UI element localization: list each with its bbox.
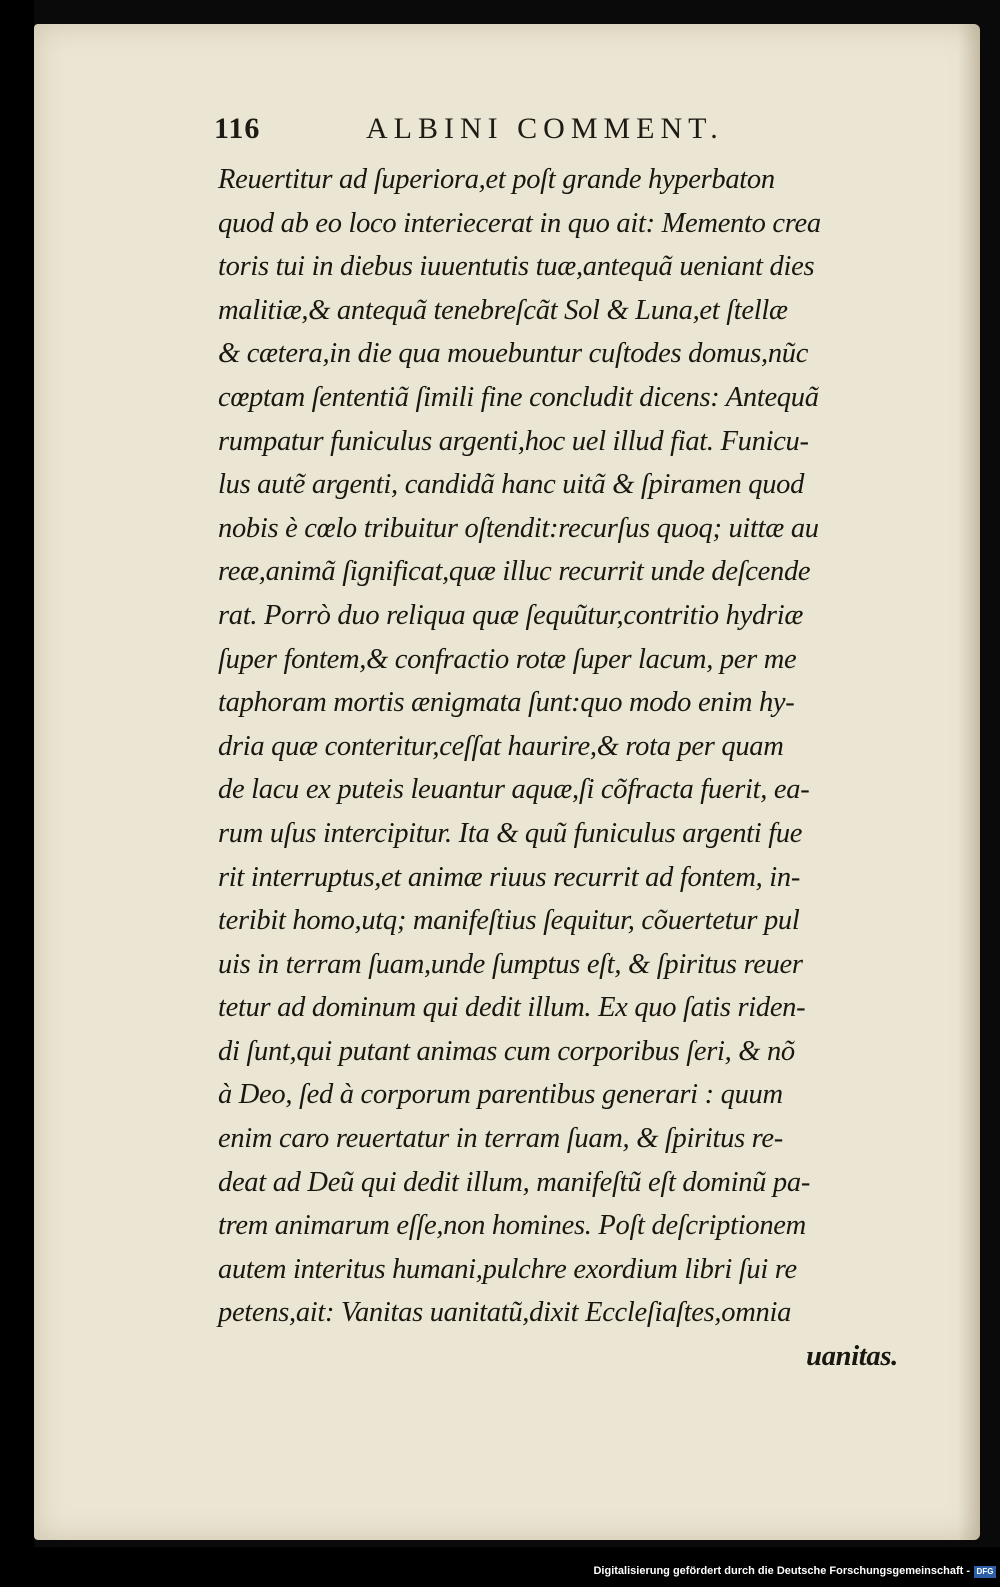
page-number: 116 xyxy=(214,112,261,145)
text-line: lus autẽ argenti, candidã hanc uitã & ſpiramen quod xyxy=(218,469,805,501)
text-line: quod ab eo loco interiecerat in quo ait: Memento crea xyxy=(218,207,821,239)
footer-bar xyxy=(0,1547,1000,1587)
text-line: à Deo, ſed à corporum parentibus generari : quum xyxy=(218,1079,783,1111)
text-line: reæ,animã ſignificat,quæ illuc recurrit unde deſcende xyxy=(218,556,811,588)
body-text xyxy=(218,158,898,1379)
page-edge xyxy=(958,24,980,1540)
funding-note: Digitalisierung gefördert durch die Deutsche Forschungsgemeinschaft - xyxy=(593,1565,970,1577)
text-line: di ſunt,qui putant animas cum corporibus ſeri, & nõ xyxy=(218,1035,795,1067)
text-line: deat ad Deũ qui dedit illum, manifeſtũ eſt dominũ pa- xyxy=(218,1166,811,1198)
text-line: rumpatur funiculus argenti,hoc uel illud fiat. Funicu- xyxy=(218,425,809,457)
text-line: rit interruptus,et animæ riuus recurrit ad fontem, in- xyxy=(218,861,801,893)
text-line: autem interitus humani,pulchre exordium libri ſui re xyxy=(218,1253,797,1285)
text-line: dria quæ conteritur,ceſſat haurire,& rota per quam xyxy=(218,730,784,762)
text-line: Reuertitur ad ſuperiora,et poſt grande hyperbaton xyxy=(218,164,775,195)
text-line: petens,ait: Vanitas uanitatũ,dixit Eccleſiaſtes,omnia xyxy=(218,1297,792,1329)
text-line: & cætera,in die qua mouebuntur cuſtodes domus,nũc xyxy=(218,338,809,370)
text-line: rat. Porrò duo reliqua quæ ſequũtur,contritio hydriæ xyxy=(218,599,804,631)
dfg-logo: DFG xyxy=(974,1566,996,1578)
text-line: trem animarum eſſe,non homines. Poſt deſcriptionem xyxy=(218,1210,806,1242)
page-header xyxy=(214,112,940,152)
running-title: ALBINI COMMENT. xyxy=(366,112,724,145)
text-line: toris tui in diebus iuuentutis tuæ,antequã ueniant dies xyxy=(218,251,815,283)
text-line: malitiæ,& antequã tenebreſcãt Sol & Luna,et ſtellæ xyxy=(218,294,788,326)
text-line: de lacu ex puteis leuantur aquæ,ſi cõfracta fuerit, ea- xyxy=(218,774,810,806)
catchword: uanitas. xyxy=(806,1341,898,1373)
spine-shadow xyxy=(0,0,34,1547)
text-line: ſuper fontem,& confractio rotæ ſuper lacum, per me xyxy=(218,643,797,675)
text-line: nobis è cœlo tribuitur oſtendit:recurſus quoq; uittæ au xyxy=(218,512,819,544)
text-line: uis in terram ſuam,unde ſumptus eſt, & ſpiritus reuer xyxy=(218,948,803,980)
text-line: enim caro reuertatur in terram ſuam, & ſpiritus re- xyxy=(218,1123,783,1155)
text-line: taphoram mortis ænigmata ſunt:quo modo enim hy- xyxy=(218,687,795,719)
text-line: teribit homo,utq; manifeſtius ſequitur, cõuertetur pul xyxy=(218,905,800,937)
text-line: cœptam ſententiã ſimili fine concludit dicens: Antequã xyxy=(218,381,819,413)
text-line: rum uſus intercipitur. Ita & quũ funiculus argenti fue xyxy=(218,817,803,849)
text-line: tetur ad dominum qui dedit illum. Ex quo ſatis riden- xyxy=(218,992,806,1024)
